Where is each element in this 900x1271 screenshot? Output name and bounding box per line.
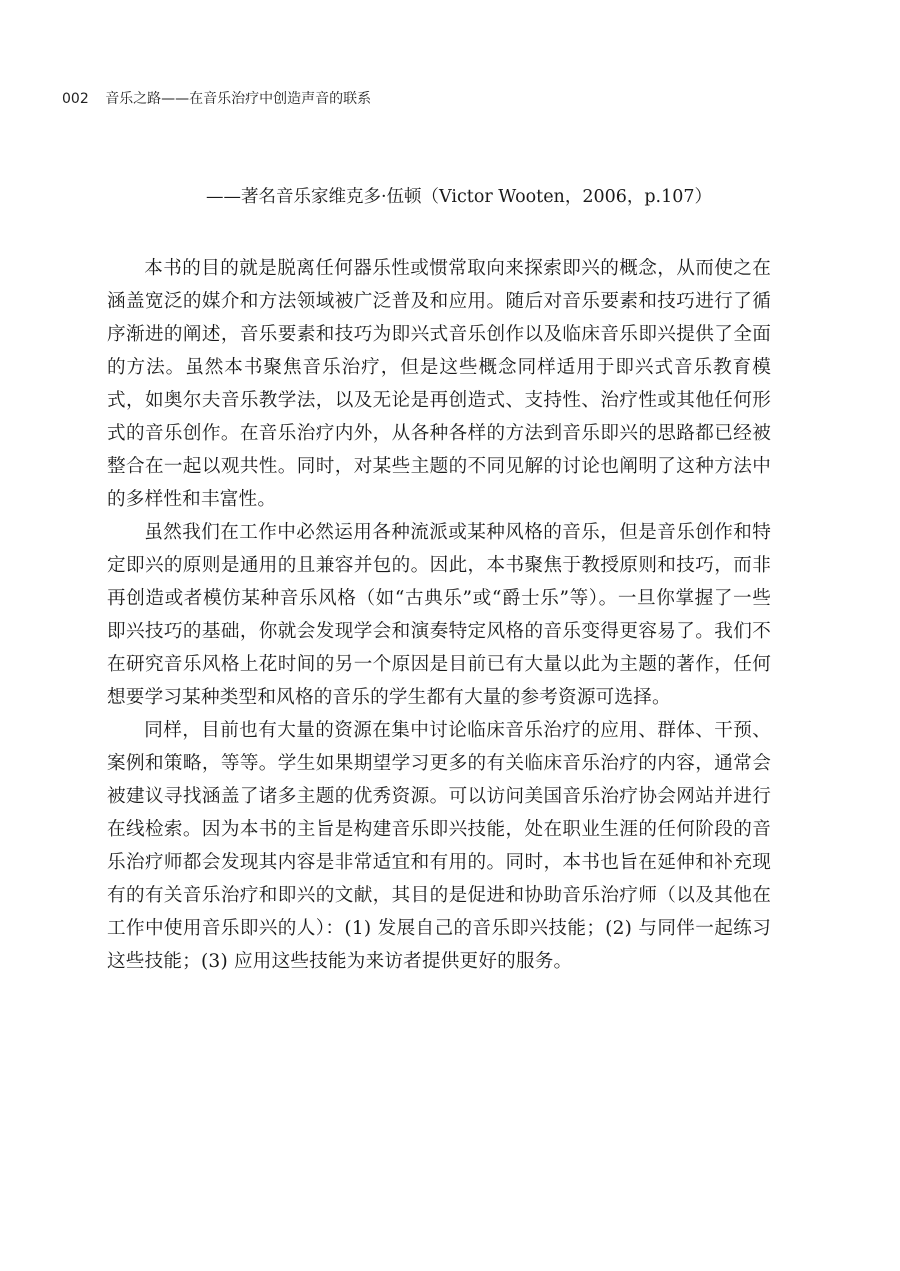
page-number: 002 — [62, 91, 89, 107]
paragraph-3: 同样，目前也有大量的资源在集中讨论临床音乐治疗的应用、群体、干预、案例和策略，等等。学生如果期望学习更多的有关临床音乐治疗的内容，通常会被建议寻找涵盖了诸多主题的优秀资源。可以访问美国音乐治疗协会网站并进行在线检索。因为本书的主旨是构建音乐即兴技能，处在职业生涯的任何阶段的音乐治疗师都会发现其内容是非常适宜和有用的。同时，本书也旨在延伸和补充现有的有关音乐治疗和即兴的文献，其目的是促进和协助音乐治疗师（以及其他在工作中使用音乐即兴的人）：(1) 发展自己的音乐即兴技能；(2) 与同伴一起练习这些技能；(3) 应用这些技能为来访者提供更好的服务。 — [107, 720, 771, 972]
running-header — [62, 89, 371, 109]
body-text — [107, 252, 771, 978]
paragraph-2: 虽然我们在工作中必然运用各种流派或某种风格的音乐，但是音乐创作和特定即兴的原则是通用的且兼容并包的。因此，本书聚焦于教授原则和技巧，而非再创造或者模仿某种音乐风格（如“古典乐”或“爵士乐”等）。一旦你掌握了一些即兴技巧的基础，你就会发现学会和演奏特定风格的音乐变得更容易了。我们不在研究音乐风格上花时间的另一个原因是目前已有大量以此为主题的著作，任何想要学习某种类型和风格的音乐的学生都有大量的参考资源可选择。 — [107, 522, 771, 708]
book-title: 音乐之路——在音乐治疗中创造声音的联系 — [105, 91, 372, 107]
paragraph-1: 本书的目的就是脱离任何器乐性或惯常取向来探索即兴的概念，从而使之在涵盖宽泛的媒介和方法领域被广泛普及和应用。随后对音乐要素和技巧进行了循序渐进的阐述，音乐要素和技巧为即兴式音乐创作以及临床音乐即兴提供了全面的方法。虽然本书聚焦音乐治疗，但是这些概念同样适用于即兴式音乐教育模式，如奥尔夫音乐教学法，以及无论是再创造式、支持性、治疗性或其他任何形式的音乐创作。在音乐治疗内外，从各种各样的方法到音乐即兴的思路都已经被整合在一起以观共性。同时，对某些主题的不同见解的讨论也阐明了这种方法中的多样性和丰富性。 — [107, 258, 771, 510]
epigraph-attribution: ——著名音乐家维克多·伍顿（Victor Wooten，2006，p.107） — [206, 187, 713, 207]
